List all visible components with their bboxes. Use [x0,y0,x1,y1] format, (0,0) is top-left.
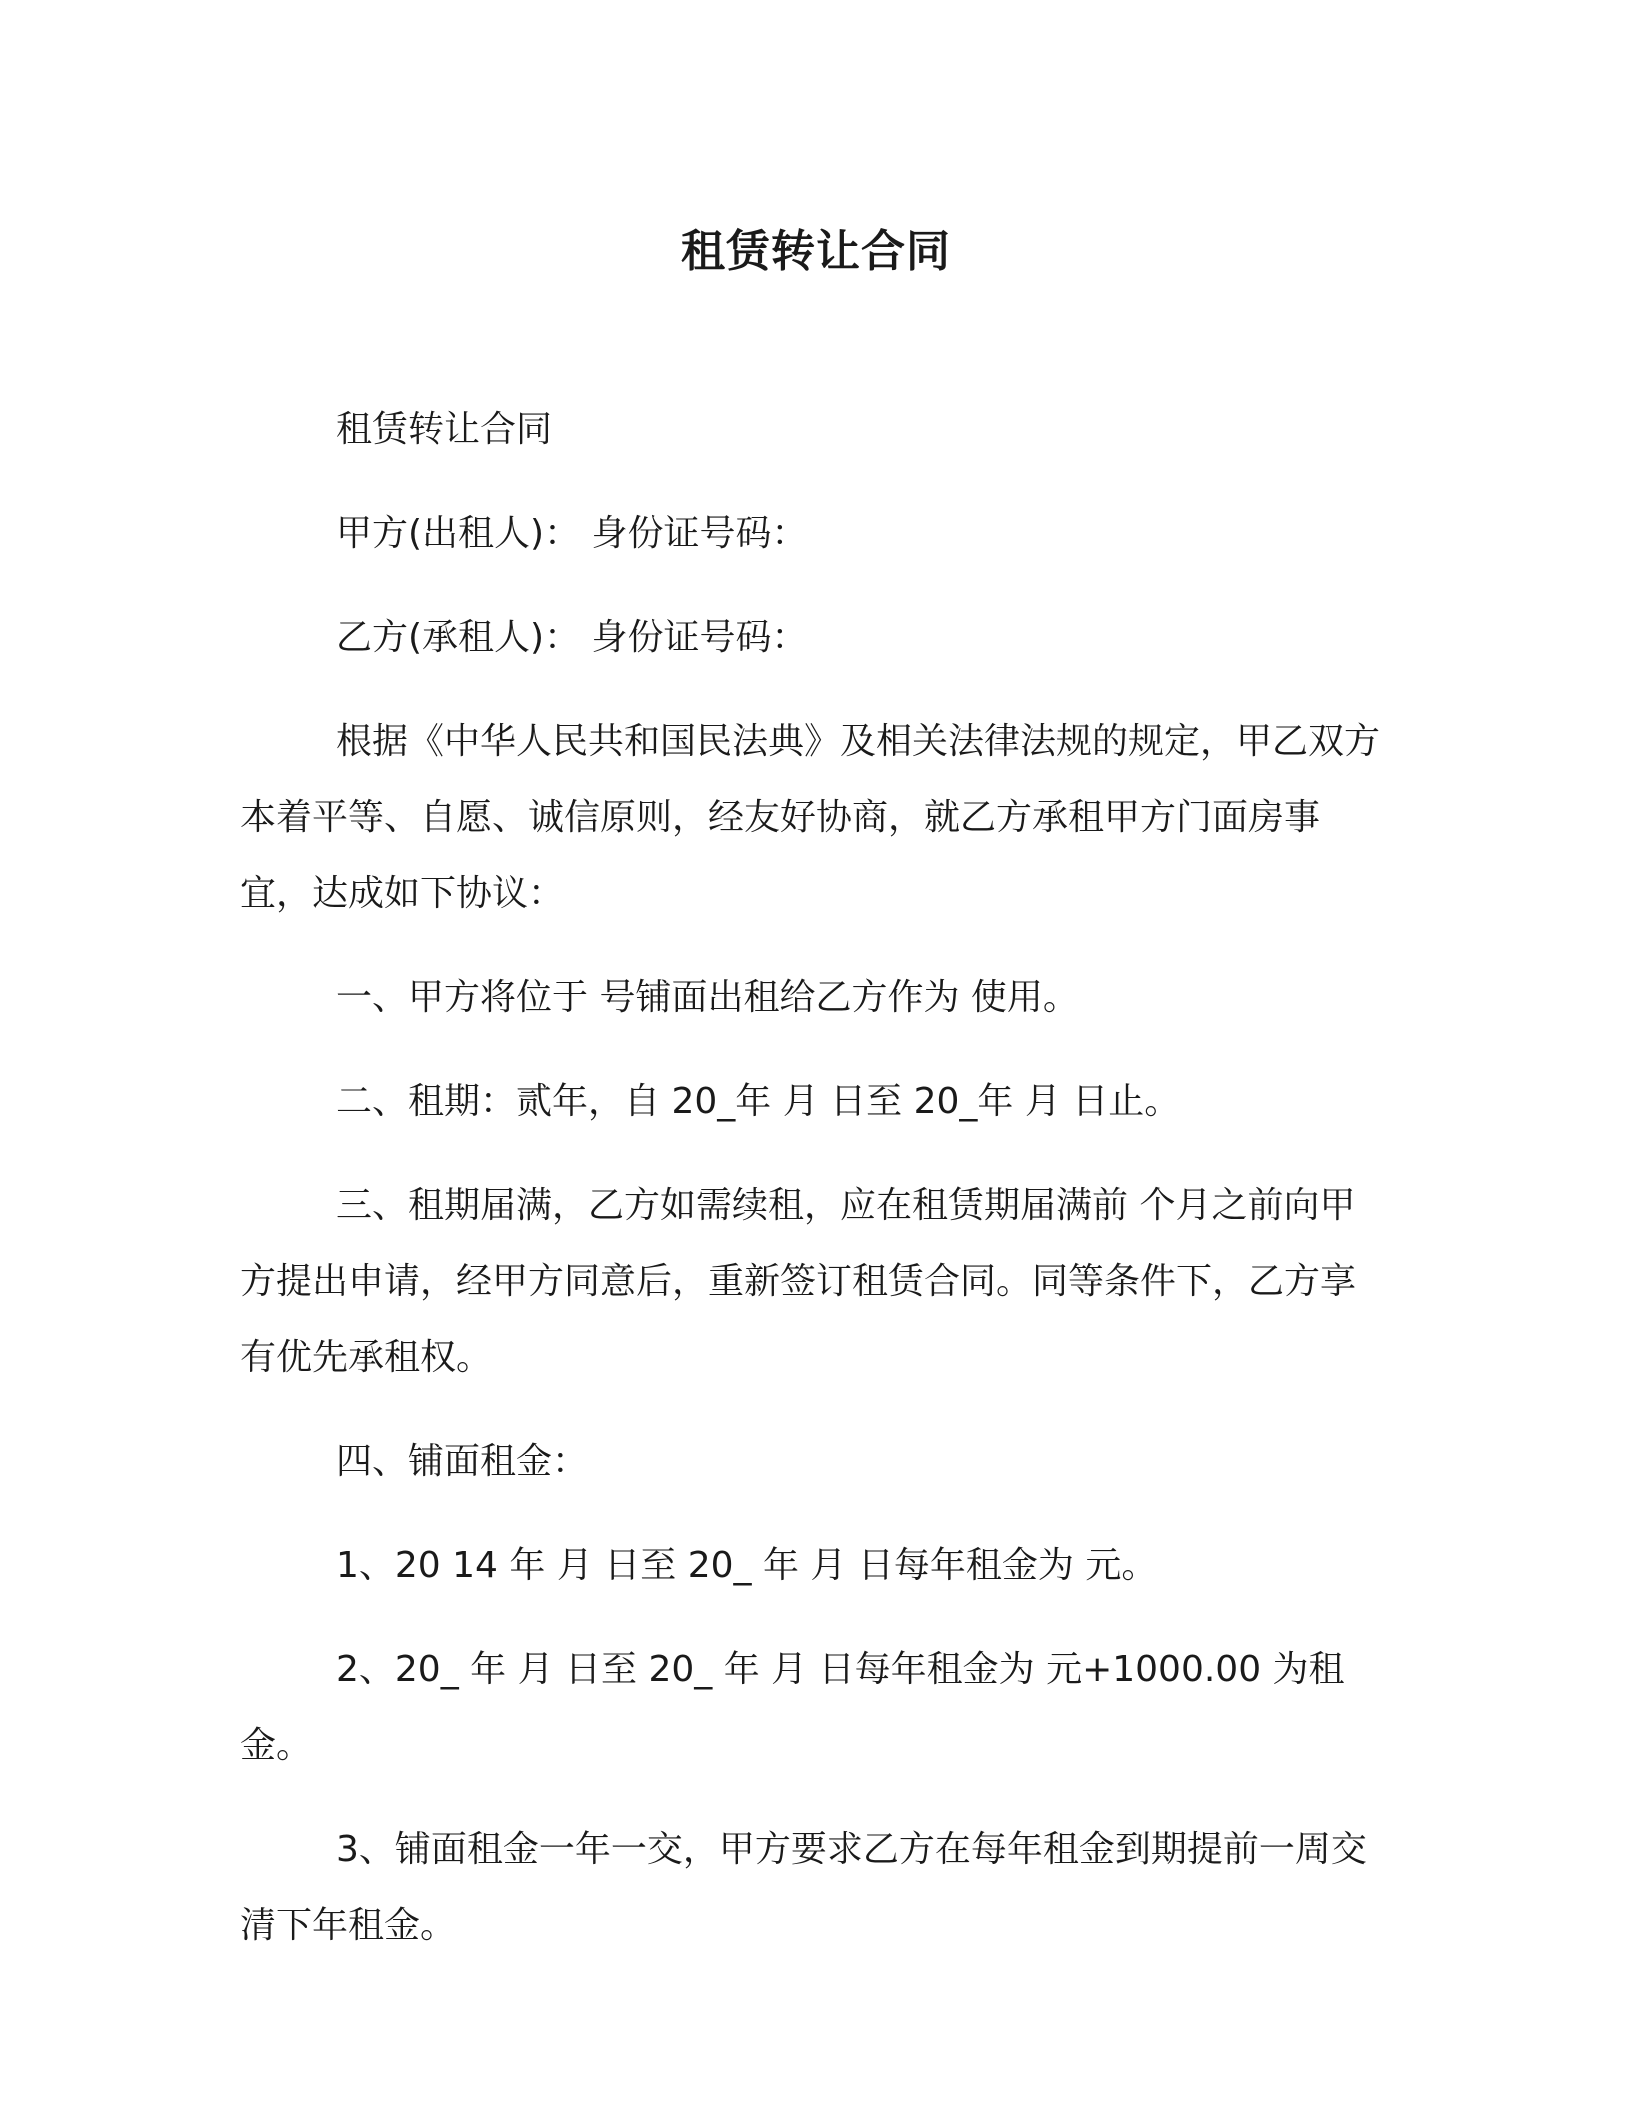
paragraph-party-a: 甲方(出租人)： 身份证号码： [336,513,808,554]
document-body [240,392,1390,1992]
paragraph-party-b: 乙方(承租人)： 身份证号码： [336,617,808,658]
paragraph-clause-2: 二、租期：贰年，自 20_年 月 日至 20_年 月 日止。 [336,1081,1181,1122]
paragraph-clause-1: 一、甲方将位于 号铺面出租给乙方作为 使用。 [336,977,1079,1018]
paragraph-preamble: 根据《中华人民共和国民法典》及相关法律法规的规定，甲乙双方本着平等、自愿、诚信原则，经友好协商，就乙方承租甲方门面房事宜，达成如下协议： [240,721,1381,914]
paragraph-rent-3: 3、铺面租金一年一交，甲方要求乙方在每年租金到期提前一周交清下年租金。 [240,1829,1367,1946]
paragraph-rent-2: 2、20_ 年 月 日至 20_ 年 月 日每年租金为 元+1000.00 为租金。 [240,1649,1345,1766]
paragraph-clause-3: 三、租期届满，乙方如需续租，应在租赁期届满前 个月之前向甲方提出申请，经甲方同意后，重新签订租赁合同。同等条件下，乙方享有优先承租权。 [240,1185,1357,1378]
paragraph-subtitle: 租赁转让合同 [336,409,553,450]
paragraph-rent-1: 1、20 14 年 月 日至 20_ 年 月 日每年租金为 元。 [336,1545,1158,1586]
document-title: 租赁转让合同 [681,226,951,277]
paragraph-clause-4: 四、铺面租金： [336,1441,589,1482]
